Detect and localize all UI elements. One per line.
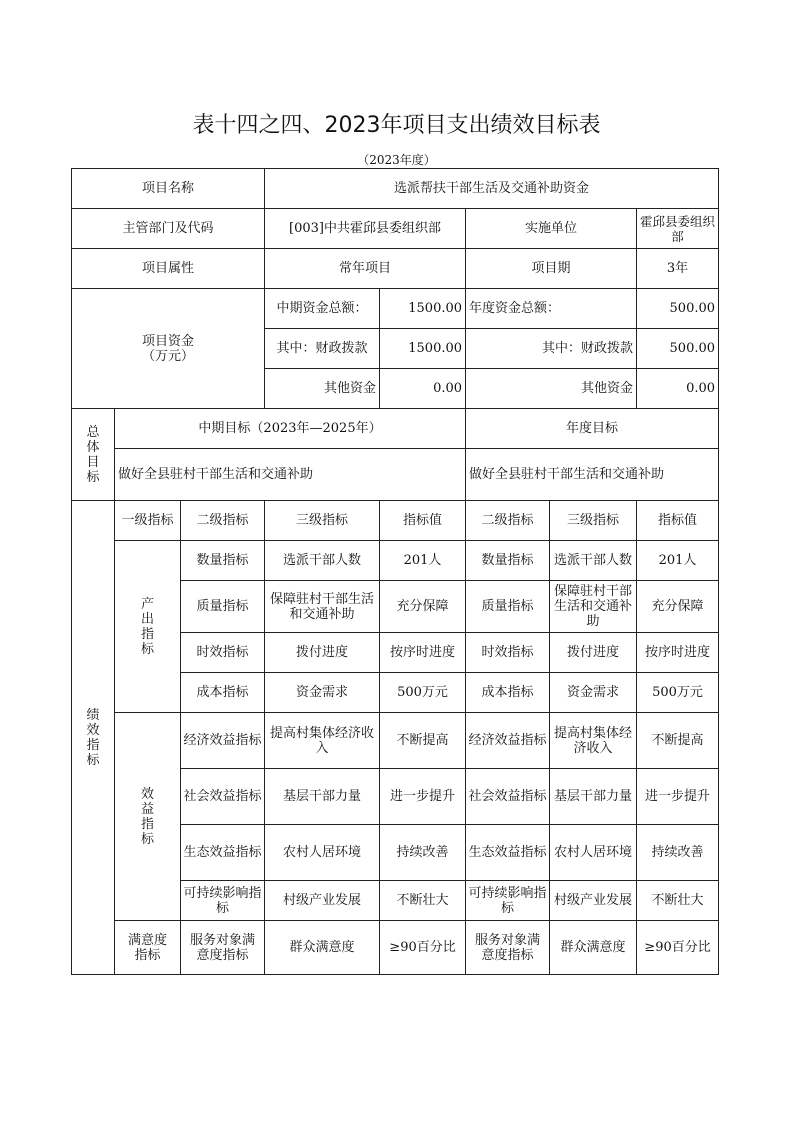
cell-level2: 生态效益指标 — [181, 825, 265, 881]
cell-level2-year: 服务对象满意度指标 — [466, 921, 550, 975]
header-level2: 二级指标 — [181, 501, 265, 541]
funds-label-line2: （万元） — [142, 348, 195, 364]
cell-level3: 群众满意度 — [265, 921, 380, 975]
mid-fiscal-label: 其中：财政拨款 — [265, 329, 380, 369]
period-label: 项目期 — [466, 249, 637, 289]
cell-level3-year: 资金需求 — [550, 673, 637, 713]
cell-value: 不断壮大 — [380, 881, 466, 921]
cell-level2-year: 数量指标 — [466, 541, 550, 581]
mid-total-label: 中期资金总额： — [265, 289, 380, 329]
cell-level3: 村级产业发展 — [265, 881, 380, 921]
cell-level2: 可持续影响指标 — [181, 881, 265, 921]
header-level3-year: 三级指标 — [550, 501, 637, 541]
cell-value-year: 充分保障 — [637, 581, 719, 633]
row-indicator-headers — [72, 501, 719, 541]
period-value: 3年 — [637, 249, 719, 289]
attr-value: 常年项目 — [265, 249, 466, 289]
cell-value: 500万元 — [380, 673, 466, 713]
row-project-name — [72, 169, 719, 209]
cell-level2-year: 社会效益指标 — [466, 769, 550, 825]
cell-level3-year: 提高村集体经济收入 — [550, 713, 637, 769]
cell-value: 不断提高 — [380, 713, 466, 769]
cell-level3-year: 村级产业发展 — [550, 881, 637, 921]
impl-value: 霍邱县委组织部 — [637, 209, 719, 249]
cell-value-year: 持续改善 — [637, 825, 719, 881]
attr-label: 项目属性 — [72, 249, 265, 289]
cell-level2: 质量指标 — [181, 581, 265, 633]
year-other-label: 其他资金 — [466, 369, 637, 409]
cell-level3: 保障驻村干部生活和交通补助 — [265, 581, 380, 633]
cell-value: 持续改善 — [380, 825, 466, 881]
header-level3: 三级指标 — [265, 501, 380, 541]
year-total-label: 年度资金总额： — [466, 289, 637, 329]
cell-value: ≥90百分比 — [380, 921, 466, 975]
cell-level3-year: 保障驻村干部生活和交通补助 — [550, 581, 637, 633]
mid-other-value: 0.00 — [380, 369, 466, 409]
row-attribute — [72, 249, 719, 289]
overall-goal-label: 总 体 目 标 — [72, 409, 115, 501]
header-level2-year: 二级指标 — [466, 501, 550, 541]
cell-level2: 服务对象满意度指标 — [181, 921, 265, 975]
row-department — [72, 209, 719, 249]
mid-total-value: 1500.00 — [380, 289, 466, 329]
table-row — [72, 713, 719, 769]
mid-goal-header: 中期目标（2023年—2025年） — [115, 409, 466, 449]
cell-level3-year: 选派干部人数 — [550, 541, 637, 581]
cell-level2: 时效指标 — [181, 633, 265, 673]
cell-level2: 成本指标 — [181, 673, 265, 713]
table-row — [72, 921, 719, 975]
cell-level3: 选派干部人数 — [265, 541, 380, 581]
mid-other-label: 其他资金 — [265, 369, 380, 409]
row-funds-total — [72, 289, 719, 329]
cell-level2-year: 经济效益指标 — [466, 713, 550, 769]
year-other-value: 0.00 — [637, 369, 719, 409]
project-name-value: 选派帮扶干部生活及交通补助资金 — [265, 169, 719, 209]
cell-level3: 资金需求 — [265, 673, 380, 713]
cell-level2: 数量指标 — [181, 541, 265, 581]
header-value-year: 指标值 — [637, 501, 719, 541]
impl-label: 实施单位 — [466, 209, 637, 249]
cell-level2-year: 成本指标 — [466, 673, 550, 713]
cell-level2-year: 时效指标 — [466, 633, 550, 673]
cell-level3: 基层干部力量 — [265, 769, 380, 825]
cell-value: 充分保障 — [380, 581, 466, 633]
row-goal-headers — [72, 409, 719, 449]
cell-value-year: 500万元 — [637, 673, 719, 713]
dept-value: [003]中共霍邱县委组织部 — [265, 209, 466, 249]
cell-level2-year: 生态效益指标 — [466, 825, 550, 881]
performance-indicator-label: 绩 效 指 标 — [72, 501, 115, 975]
year-total-value: 500.00 — [637, 289, 719, 329]
cell-level3-year: 拨付进度 — [550, 633, 637, 673]
cell-level2: 社会效益指标 — [181, 769, 265, 825]
output-indicator-label: 产 出 指 标 — [115, 541, 181, 713]
funds-label — [72, 289, 265, 409]
cell-value-year: 按序时进度 — [637, 633, 719, 673]
cell-value-year: 不断壮大 — [637, 881, 719, 921]
cell-level3: 提高村集体经济收入 — [265, 713, 380, 769]
project-name-label: 项目名称 — [72, 169, 265, 209]
page-subtitle: （2023年度） — [357, 153, 436, 167]
cell-value-year: 进一步提升 — [637, 769, 719, 825]
cell-value-year: 不断提高 — [637, 713, 719, 769]
cell-level2-year: 可持续影响指标 — [466, 881, 550, 921]
cell-value: 按序时进度 — [380, 633, 466, 673]
header-value: 指标值 — [380, 501, 466, 541]
benefit-indicator-label: 效 益 指 标 — [115, 713, 181, 921]
cell-value-year: ≥90百分比 — [637, 921, 719, 975]
page-title: 表十四之四、2023年项目支出绩效目标表 — [192, 113, 601, 138]
cell-level2: 经济效益指标 — [181, 713, 265, 769]
mid-fiscal-value: 1500.00 — [380, 329, 466, 369]
cell-value-year: 201人 — [637, 541, 719, 581]
year-fiscal-label: 其中：财政拨款 — [466, 329, 637, 369]
header-level1: 一级指标 — [115, 501, 181, 541]
cell-level3: 农村人居环境 — [265, 825, 380, 881]
satisfaction-indicator-label: 满意度指标 — [115, 921, 181, 975]
year-goal-text: 做好全县驻村干部生活和交通补助 — [466, 449, 719, 501]
cell-value: 201人 — [380, 541, 466, 581]
year-fiscal-value: 500.00 — [637, 329, 719, 369]
dept-label: 主管部门及代码 — [72, 209, 265, 249]
mid-goal-text: 做好全县驻村干部生活和交通补助 — [115, 449, 466, 501]
year-goal-header: 年度目标 — [466, 409, 719, 449]
cell-level3: 拨付进度 — [265, 633, 380, 673]
performance-table — [71, 168, 719, 975]
cell-level3-year: 农村人居环境 — [550, 825, 637, 881]
cell-value: 进一步提升 — [380, 769, 466, 825]
cell-level3-year: 群众满意度 — [550, 921, 637, 975]
cell-level3-year: 基层干部力量 — [550, 769, 637, 825]
funds-label-line1: 项目资金 — [142, 333, 195, 349]
cell-level2-year: 质量指标 — [466, 581, 550, 633]
row-goal-text — [72, 449, 719, 501]
table-row — [72, 541, 719, 581]
